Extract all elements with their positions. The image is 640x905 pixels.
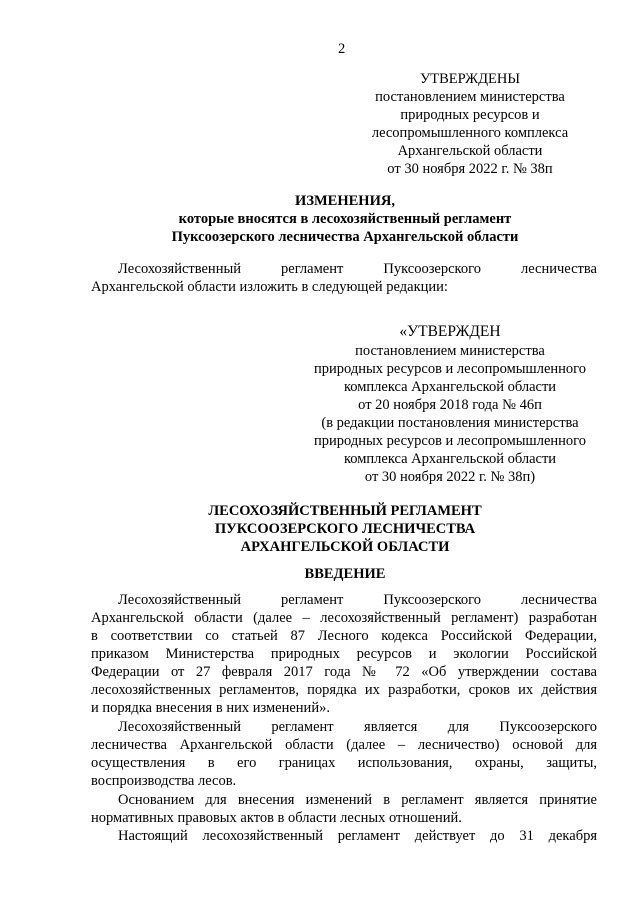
approved-line: природных ресурсов и лесопромышленного bbox=[313, 433, 586, 449]
page-number: 2 bbox=[338, 41, 346, 57]
approval-line: природных ресурсов и bbox=[400, 107, 540, 123]
approval-line: УТВЕРЖДЕНЫ bbox=[419, 71, 521, 87]
paragraph-line: Лесохозяйственный регламент является для Пуксоозерского bbox=[118, 719, 597, 735]
paragraph-line: воспроизводства лесов. bbox=[91, 773, 237, 789]
regulation-title-line: ПУКСООЗЕРСКОГО ЛЕСНИЧЕСТВА bbox=[214, 521, 476, 537]
paragraph-line: осуществления в его границах использования, охраны, защиты, bbox=[91, 755, 597, 771]
changes-title-line: которые вносятся в лесохозяйственный регламент bbox=[178, 211, 512, 227]
paragraph-line: лесохозяйственных регламентов, порядка их разработки, сроков их действия bbox=[91, 682, 597, 698]
paragraph-line: приказом Министерства природных ресурсов и экологии Российской bbox=[91, 646, 597, 662]
approved-line: комплекса Архангельской области bbox=[343, 451, 557, 467]
paragraph-line: Федерации от 27 февраля 2017 года № 72 «Об утверждении состава bbox=[91, 664, 597, 680]
intro-word: Пуксоозерского bbox=[383, 261, 481, 277]
regulation-title-line: АРХАНГЕЛЬСКОЙ ОБЛАСТИ bbox=[240, 539, 450, 555]
paragraph-line: и порядка внесения в них изменений». bbox=[91, 700, 330, 716]
paragraph-line: в соответствии со статьей 87 Лесного кодекса Российской Федерации, bbox=[91, 628, 597, 644]
intro-word: регламент bbox=[281, 261, 344, 277]
paragraph-line: Настоящий лесохозяйственный регламент действует до 31 декабря bbox=[118, 828, 597, 844]
approval-line: лесопромышленного комплекса bbox=[371, 125, 569, 141]
paragraph-line: Архангельской области (далее – лесохозяйственный регламент) разработан bbox=[91, 610, 597, 626]
approved-line: (в редакции постановления министерства bbox=[321, 415, 579, 431]
section-heading: ВВЕДЕНИЕ bbox=[304, 566, 386, 582]
approved-line: «УТВЕРЖДЕН bbox=[399, 323, 501, 340]
intro-word: Лесохозяйственный bbox=[118, 261, 241, 277]
changes-title-line: ИЗМЕНЕНИЯ, bbox=[295, 193, 395, 209]
intro-line-1 bbox=[118, 260, 597, 278]
approval-line: постановлением министерства bbox=[375, 89, 565, 105]
approved-line: комплекса Архангельской области bbox=[343, 379, 557, 395]
approved-line: от 30 ноября 2022 г. № 38п) bbox=[364, 469, 536, 485]
paragraph-line: Основанием для внесения изменений в регламент является принятие bbox=[118, 792, 597, 808]
intro-line-2: Архангельской области изложить в следующей редакции: bbox=[91, 279, 448, 295]
approved-line: постановлением министерства bbox=[355, 343, 545, 359]
paragraph-line: Лесохозяйственный регламент Пуксоозерского лесничества bbox=[118, 592, 597, 608]
changes-title-line: Пуксоозерского лесничества Архангельской области bbox=[171, 229, 519, 245]
paragraph-line: нормативных правовых актов в области лесных отношений. bbox=[91, 810, 462, 826]
approval-line: от 30 ноября 2022 г. № 38п bbox=[387, 161, 553, 177]
approved-line: природных ресурсов и лесопромышленного bbox=[313, 361, 586, 377]
paragraph-line: лесничества Архангельской области (далее – лесничество) основой для bbox=[91, 737, 597, 753]
approval-line: Архангельской области bbox=[397, 143, 543, 159]
approved-line: от 20 ноября 2018 года № 46п bbox=[358, 397, 542, 413]
intro-word: лесничества bbox=[521, 261, 597, 277]
regulation-title-line: ЛЕСОХОЗЯЙСТВЕННЫЙ РЕГЛАМЕНТ bbox=[208, 503, 482, 519]
